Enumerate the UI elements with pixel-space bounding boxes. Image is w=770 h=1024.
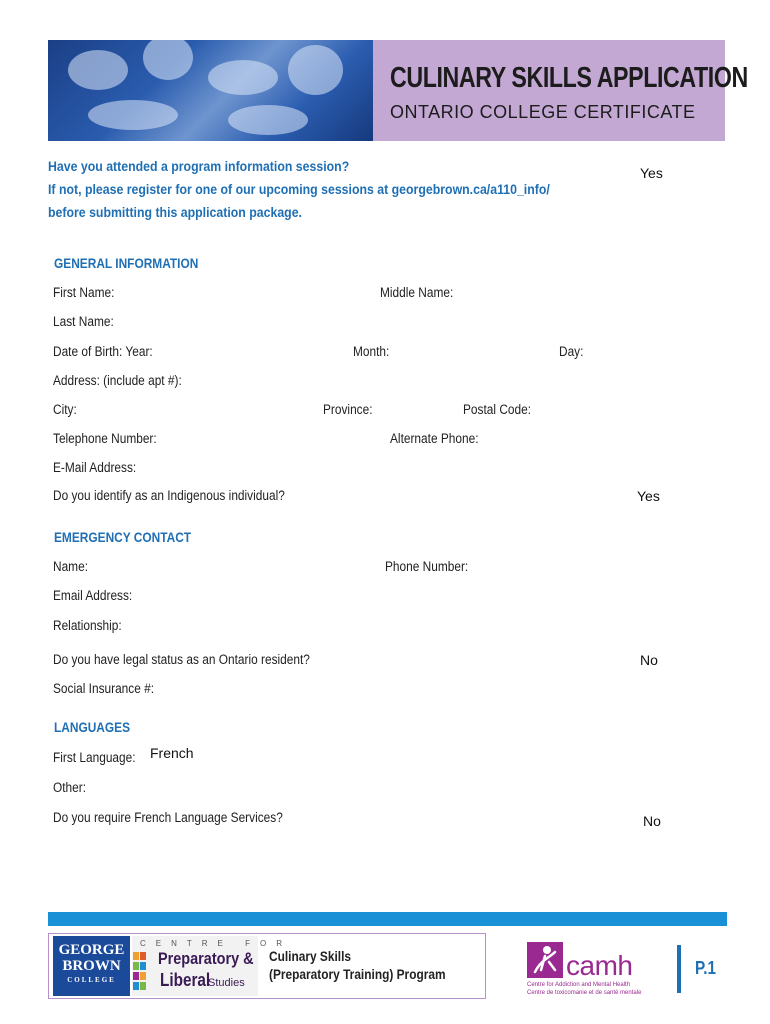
alternate-phone-label: Alternate Phone: — [390, 431, 479, 446]
dob-year-label: Date of Birth: Year: — [53, 344, 153, 359]
info-note-line2: If not, please register for one of our upcoming sessions at georgebrown.ca/a110_info/ — [48, 181, 550, 197]
section-languages: LANGUAGES — [54, 719, 131, 735]
address-label: Address: (include apt #): — [53, 373, 182, 388]
footer-bar — [48, 912, 727, 926]
george-brown-logo — [53, 936, 130, 996]
camh-logo-text: camh — [566, 950, 633, 981]
info-session-answer[interactable]: Yes — [640, 165, 663, 181]
last-name-label: Last Name: — [53, 314, 114, 329]
indigenous-answer[interactable]: Yes — [637, 488, 660, 504]
sin-label: Social Insurance #: — [53, 681, 155, 696]
program-name-line2: (Preparatory Training) Program — [269, 966, 446, 982]
camh-name-en: Centre for Addiction and Mental Health — [527, 982, 631, 988]
page-subtitle: ONTARIO COLLEGE CERTIFICATE — [390, 102, 696, 122]
section-emergency-contact: EMERGENCY CONTACT — [54, 529, 192, 545]
first-language-value[interactable]: French — [150, 745, 194, 761]
cfps-liberal: Liberal — [160, 970, 211, 990]
indigenous-question: Do you identify as an Indigenous individual? — [53, 488, 285, 503]
email-label: E-Mail Address: — [53, 460, 137, 475]
legal-status-answer[interactable]: No — [640, 652, 658, 668]
gb-logo-line2: BROWN — [62, 958, 121, 974]
info-note-line3: before submitting this application package. — [48, 204, 302, 220]
emergency-name-label: Name: — [53, 559, 88, 574]
cfps-preparatory: Preparatory & — [158, 949, 254, 968]
emergency-phone-label: Phone Number: — [385, 559, 469, 574]
legal-status-question: Do you have legal status as an Ontario resident? — [53, 652, 310, 667]
telephone-label: Telephone Number: — [53, 431, 157, 446]
dob-day-label: Day: — [559, 344, 584, 359]
emergency-email-label: Email Address: — [53, 588, 133, 603]
first-name-label: First Name: — [53, 285, 115, 300]
page-number-rule — [677, 945, 681, 993]
info-note-line1: Have you attended a program information session? — [48, 158, 350, 174]
cfps-mark-icon — [133, 952, 151, 992]
section-general-information: GENERAL INFORMATION — [54, 255, 199, 271]
french-services-question: Do you require French Language Services? — [53, 810, 283, 825]
dob-month-label: Month: — [353, 344, 390, 359]
city-label: City: — [53, 402, 77, 417]
middle-name-label: Middle Name: — [380, 285, 454, 300]
french-services-answer[interactable]: No — [643, 813, 661, 829]
page-title: CULINARY SKILLS APPLICATION — [390, 62, 748, 94]
other-language-label: Other: — [53, 780, 87, 795]
gb-logo-line3: COLLEGE — [67, 976, 116, 984]
relationship-label: Relationship: — [53, 618, 122, 633]
first-language-label: First Language: — [53, 750, 136, 765]
province-label: Province: — [323, 402, 373, 417]
page-number: P.1 — [695, 958, 716, 978]
camh-name-fr: Centre de toxicomanie et de santé mentale — [527, 990, 642, 996]
postal-code-label: Postal Code: — [463, 402, 532, 417]
cfps-centre-for: CENTRE FOR — [140, 939, 292, 948]
camh-figure-icon — [527, 942, 563, 978]
cfps-studies: Studies — [208, 977, 245, 989]
header-photo — [48, 40, 373, 141]
program-name-line1: Culinary Skills — [269, 948, 352, 964]
gb-logo-line1: GEORGE — [58, 942, 125, 958]
